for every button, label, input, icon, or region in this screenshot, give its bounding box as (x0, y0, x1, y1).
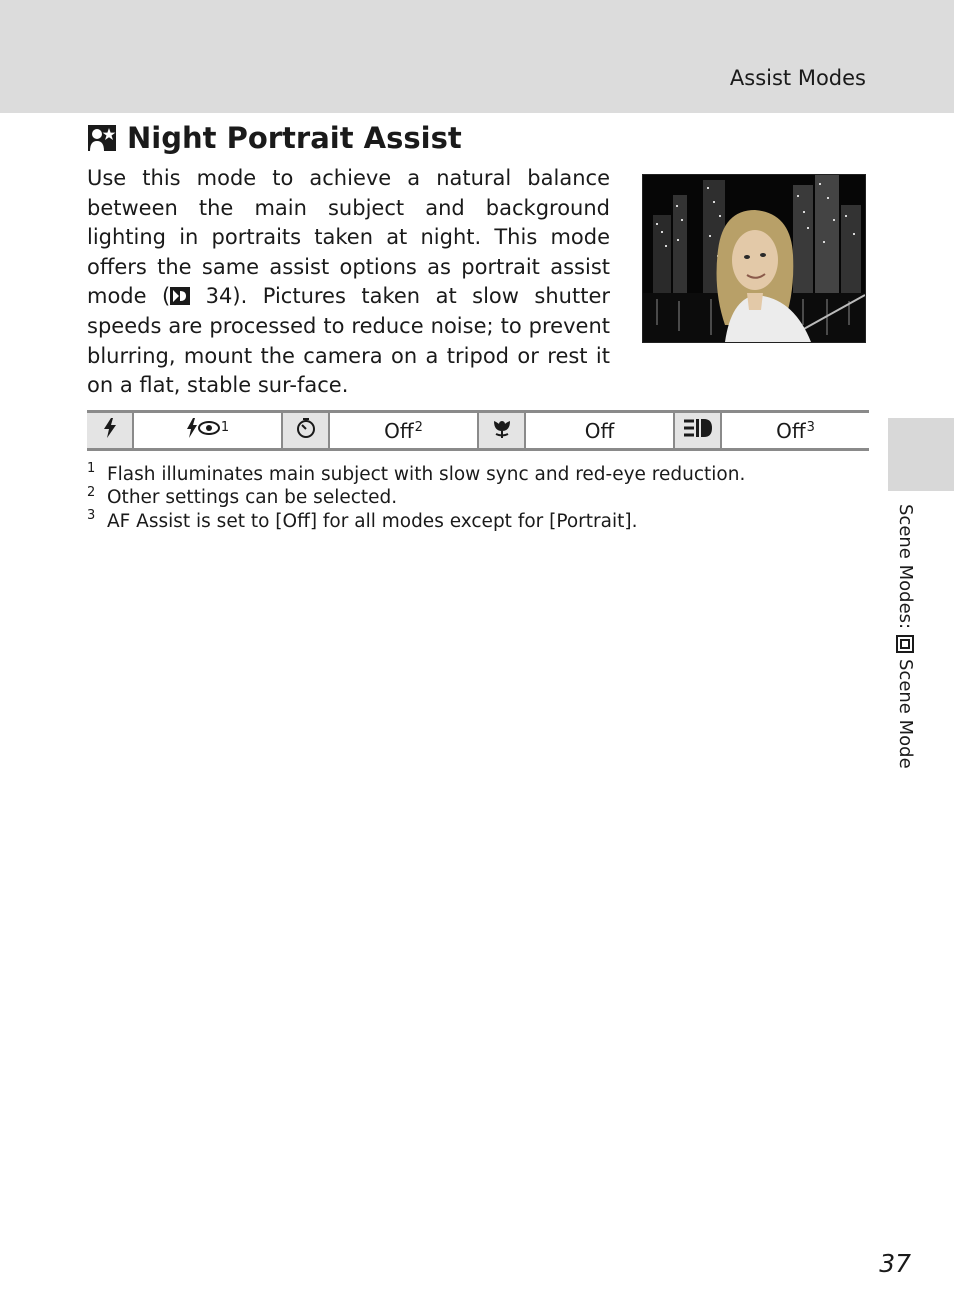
page-header (0, 0, 954, 113)
body-text-part-1: Use this mode to achieve a natural balance between the main subject and background lighting in portraits taken at night. This mode offers the same assist options as portrait assist mode ( (87, 166, 610, 309)
af-assist-value-text: Off (776, 418, 806, 443)
footnote (87, 508, 745, 532)
af-assist-value (722, 413, 869, 448)
chapter-label-part-2: Scene Mode (895, 659, 916, 769)
footnote-text: Other settings can be selected. (107, 487, 398, 508)
footnote-ref: 3 (806, 420, 815, 435)
page-number: 37 (879, 1249, 911, 1278)
footnotes (87, 461, 745, 532)
sample-photo (642, 174, 866, 343)
body-text-part-2: Pictures taken at slow shutter speeds are processed to reduce noise; to prevent blurring, mount the camera on a tripod or rest it on a flat, stable sur-face. (87, 284, 610, 398)
self-timer-icon (295, 417, 317, 444)
footnote-ref: 2 (414, 420, 423, 435)
flash-mode-cell (87, 413, 134, 448)
af-assist-cell (675, 413, 722, 448)
chapter-tab (888, 418, 954, 491)
af-assist-icon (684, 418, 712, 443)
section-title-text: Night Portrait Assist (127, 121, 462, 155)
reference-icon (170, 284, 190, 302)
macro-icon (492, 417, 512, 444)
macro-cell (479, 413, 526, 448)
flash-icon (103, 418, 117, 443)
section-title (87, 121, 462, 155)
self-timer-value (330, 413, 479, 448)
macro-value (526, 413, 675, 448)
header-title: Assist Modes (729, 66, 866, 90)
footnote (87, 485, 745, 509)
footnote-text: AF Assist is set to [Off] for all modes except for [Portrait]. (107, 510, 638, 532)
scene-icon (895, 629, 916, 659)
footnote-number: 2 (87, 484, 96, 500)
self-timer-value-text: Off (384, 418, 414, 443)
flash-red-eye-icon (186, 418, 220, 443)
macro-value-text: Off (584, 418, 615, 443)
section-body (87, 164, 610, 401)
footnote-number: 3 (87, 508, 96, 523)
footnote-number: 1 (87, 461, 96, 476)
footnote (87, 461, 745, 485)
footnote-ref: 1 (220, 420, 230, 435)
chapter-label-part-1: Scene Modes: (895, 504, 916, 630)
footnote-text: Flash illuminates main subject with slow sync and red-eye reduction. (107, 463, 746, 485)
body-ref-page: 34). (190, 284, 248, 309)
night-portrait-icon (87, 124, 117, 152)
self-timer-cell (283, 413, 330, 448)
flash-mode-value (134, 413, 283, 448)
settings-table (87, 410, 869, 451)
chapter-tab-label (895, 504, 916, 769)
